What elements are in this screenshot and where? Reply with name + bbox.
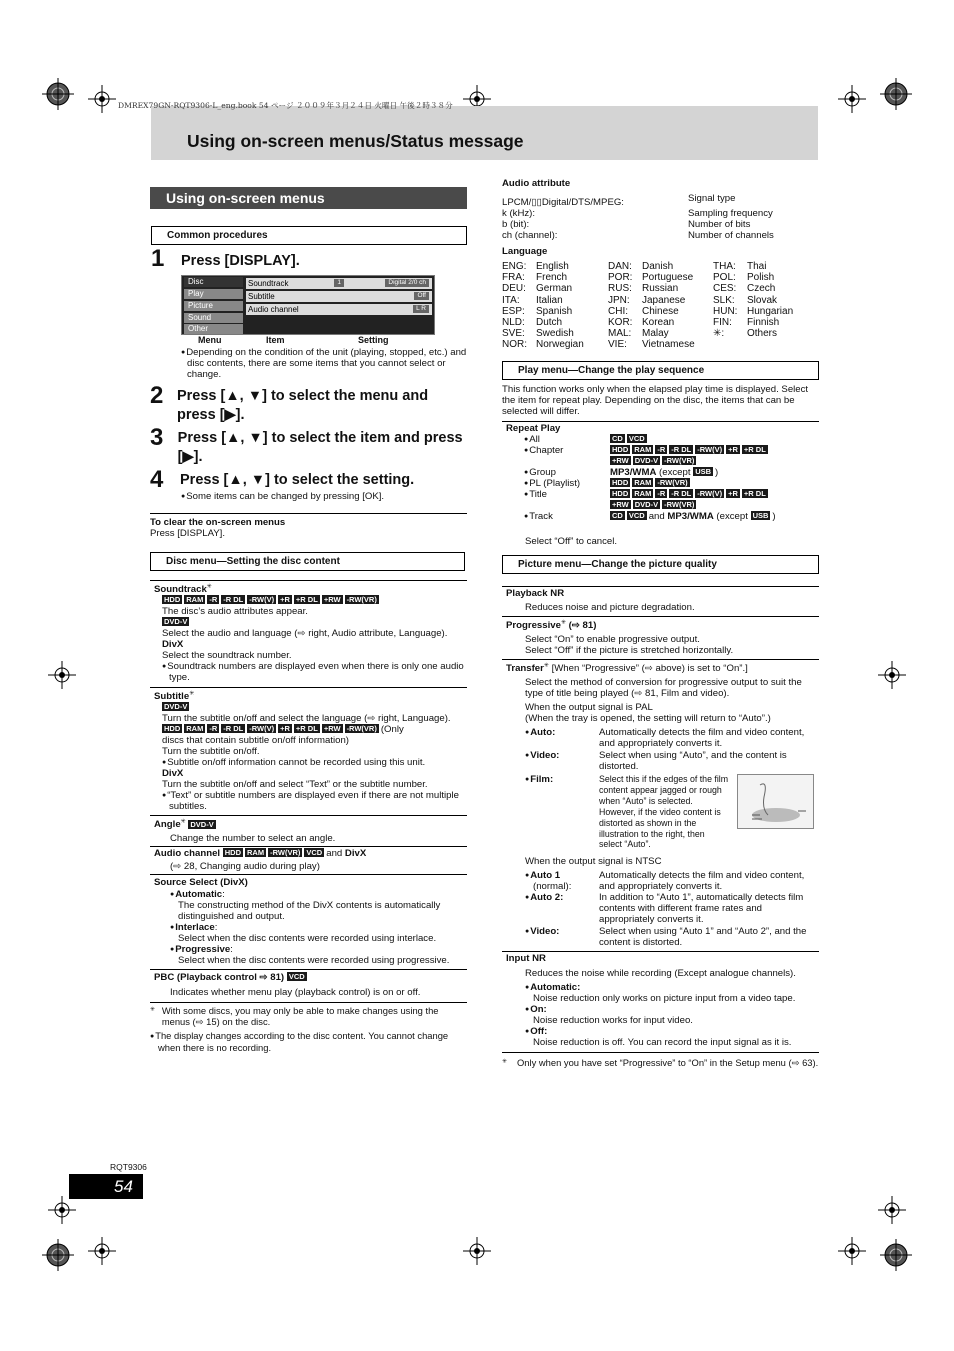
step-1: 1 Press [DISPLAY]. [151, 245, 300, 272]
language-code: JPN: [608, 294, 630, 306]
play-menu-box: Play menu—Change the play sequence [502, 361, 819, 380]
language-name: Polish [747, 272, 775, 284]
common-procedures-box: Common procedures [151, 226, 467, 245]
language-name: Italian [536, 294, 563, 306]
disc-type-badge: HDD [164, 724, 181, 734]
picture-menu-box: Picture menu—Change the picture quality [502, 555, 819, 574]
disc-subtitle: Subtitle✳ DVD-V Turn the subtitle on/off and select the language (⇨ right, Language). HDD RAM -R -R DL -RW(V) +R +R DL +RW -RW(VR) (Only discs that contain subtitle on/off information) Turn the subtitle on/off. ● Subtitle on/off information cannot be recorded using this unit. DivX Turn the subtitle on/off and select “Text” or the subtitle number. ● “Text” or subtitle numbers are displayed even if there are not multiple subtitles. [150, 688, 467, 812]
language-row [502, 306, 807, 317]
language-name: Norwegian [536, 339, 584, 351]
disc-type-badge: +R [728, 488, 738, 498]
language-name: German [536, 283, 573, 295]
language-name: Finnish [747, 317, 780, 329]
disc-type-badge: RAM [634, 477, 652, 487]
disc-type-badge: CD [612, 510, 623, 520]
disc-type-badge: VCD [628, 433, 645, 443]
language-name: Danish [642, 261, 674, 272]
disc-type-badge: -R DL [223, 724, 244, 734]
crosshair-mark [48, 661, 76, 689]
page-number: 54 [69, 1174, 143, 1199]
disc-type-badge: -R DL [671, 488, 692, 498]
disc-type-badge: +R [280, 595, 290, 605]
note-ok: ● Some items can be changed by pressing [OK]. [150, 491, 467, 502]
crosshair-mark [878, 1196, 906, 1224]
language-row [502, 261, 807, 272]
disc-type-badge: -R [209, 595, 218, 605]
language-row [502, 295, 807, 306]
language-name: Korean [642, 317, 675, 329]
document-code: RQT9306 [110, 1162, 147, 1172]
disc-type-badge: +R DL [295, 724, 318, 734]
disc-audio-channel: Audio channel HDD RAM -RW(VR) VCD and DivX (⇨ 28, Changing audio during play) [154, 847, 367, 872]
language-code: CES: [713, 283, 737, 295]
right-column [502, 178, 819, 1068]
section-title: Using on-screen menus [150, 187, 467, 209]
disc-type-badge: +R DL [295, 595, 318, 605]
disc-type-badge: HDD [612, 444, 629, 454]
disc-pbc: PBC (Playback control ⇨ 81) VCD Indicates whether menu play (playback control) is on or off. [154, 971, 421, 998]
language-name: Japanese [642, 294, 686, 306]
step-4: 4 Press [▲, ▼] to select the setting. [150, 466, 415, 493]
picture-footnote: ✳ Only when you have set “Progressive” to “On” in the Setup menu (⇨ 63). [502, 1057, 819, 1069]
language-name: Thai [747, 261, 767, 272]
language-code: THA: [713, 261, 736, 272]
language-code: SVE: [502, 328, 525, 340]
crosshair-mark [838, 1237, 866, 1265]
disc-type-badge: HDD [224, 847, 242, 857]
language-code: CHI: [608, 305, 628, 317]
disc-type-badge: -RW(VR) [657, 477, 688, 487]
disc-type-badge: -RW(V) [249, 595, 275, 605]
language-name: Swedish [536, 328, 574, 340]
language-name: Spanish [536, 305, 573, 317]
left-column [150, 187, 467, 1053]
disc-type-badge: -RW(VR) [270, 847, 301, 857]
language-name: Vietnamese [642, 339, 695, 351]
language-name: Hungarian [747, 305, 794, 317]
transfer: Transfer✳ [When “Progressive” (⇨ above) is set to “On”.] Select the method of conversion for progressive output to suit the type of title being played (⇨ 81, Film and video). When the output signal is PAL (When the tray is opened, the setting will return to “Auto”.) ● Auto: Automatically detects the film and video content, and appropriately converts it. ● Video: Select when using “Auto”, and the content is distorted. ● Film: Select this if the edges of the film content appear jagged or rough when “Auto” is selected. However, if the video content is distorted as shown in the illustration to the right, then select “Auto”. When the output signal is NTSC ● Auto 1 (normal): Automatically detects the film and video content, and appropriately converts it. ● Auto 2: In addition to “Auto 1”, automatically detects film contents with different frame rates and appropriately converts it. ● Video: Select when using “Auto 1” and “Auto 2”, and the content is distorted. [502, 660, 819, 949]
language-table [502, 261, 807, 351]
disc-soundtrack: Soundtrack✳ HDD RAM -R -R DL -RW(V) +R +R DL +RW -RW(VR) The disc’s audio attributes appear. DVD-V Select the audio and language (⇨ right, Audio attribute, Language). DivX Select the soundtrack number. ● Soundtrack numbers are displayed even when there is only one audio type. [150, 581, 467, 683]
disc-type-badge: CD [612, 433, 623, 443]
language-name [747, 339, 807, 350]
language-name: French [536, 272, 568, 284]
language-name: Chinese [642, 305, 679, 317]
language-code: FRA: [502, 272, 525, 284]
disc-type-badge: -R [657, 488, 666, 498]
repeat-play: Repeat Play ● All CD VCD ● Chapter HDD RAM -R -R DL -RW(V) +R +R DL +RW DVD-V -RW(VR) ● Group MP3/WMA (except USB ) ● PL (Playlist) HDD RAM -RW(VR) ● Title HDD RAM -R -R DL -RW(V) +R +R DL +RW DVD-V -RW(VR) ● Track CD VCD and MP3/WMA (except USB ) Select “Off” to cancel. [502, 422, 819, 547]
disc-type-badge: HDD [612, 477, 629, 487]
disc-type-badge: RAM [634, 488, 652, 498]
language-code: VIE: [608, 339, 627, 351]
language-code: KOR: [608, 317, 633, 329]
clear-text: Press [DISPLAY]. [150, 528, 225, 539]
disc-type-badge: HDD [612, 488, 629, 498]
language-code: SLK: [713, 294, 735, 306]
disc-type-badge: -RW(VR) [346, 724, 377, 734]
disc-menu-box: Disc menu—Setting the disc content [150, 552, 465, 571]
language-name: Czech [747, 283, 776, 295]
disc-type-badge: +RW [612, 499, 629, 509]
clear-title: To clear the on-screen menus [150, 517, 286, 528]
footnote-asterisk: ✳ With some discs, you may only be able to make changes using the menus (⇨ 15) on the disc. [150, 1004, 439, 1027]
crosshair-mark [878, 661, 906, 689]
language-code: RUS: [608, 283, 632, 295]
disc-type-badge: RAM [247, 847, 265, 857]
disc-angle: Angle✳ DVD-V Change the number to select an angle. [154, 819, 336, 844]
language-code: MAL: [608, 328, 632, 340]
osd-captions: Menu Item Setting [198, 335, 389, 345]
step-2: 2 Press [▲, ▼] to select the menu and press [▶]. [150, 382, 429, 423]
disc-type-badge: -R DL [671, 444, 692, 454]
disc-type-badge: DVD-V [634, 499, 659, 509]
crosshair-mark [48, 1196, 76, 1224]
language-code: ✳: [713, 328, 725, 340]
disc-type-badge: +RW [612, 455, 629, 465]
language-code: NOR: [502, 339, 527, 351]
disc-type-badge: +R DL [743, 444, 766, 454]
step-3: 3 Press [▲, ▼] to select the item and press [▶]. [150, 424, 463, 465]
language-name: Russian [642, 283, 679, 295]
language-row [502, 272, 807, 283]
language-row [502, 283, 807, 294]
disc-type-badge: -RW(VR) [664, 499, 695, 509]
registration-mark-top-right [876, 75, 916, 115]
audio-attribute-table: LPCM/▯▯Digital/DTS/MPEG: Signal type k (kHz): Sampling frequency b (bit): Number of bits ch (channel): Number of channels [502, 193, 774, 241]
crosshair-mark [88, 1237, 116, 1265]
language-name: Dutch [536, 317, 563, 329]
language-title: Language [502, 246, 548, 257]
registration-mark-bottom-left [40, 1235, 80, 1275]
disc-source-select: Source Select (DivX) ● Automatic: The constructing method of the DivX contents is automatically distinguished and output. ● Interlace: Select when the disc contents were recorded using interlace. ● Progressive: Select when the disc contents were recorded using progressive. [150, 875, 467, 966]
disc-type-badge: RAM [186, 724, 204, 734]
language-code: NLD: [502, 317, 525, 329]
language-name: Others [747, 328, 778, 340]
language-row [502, 317, 807, 328]
language-code: ESP: [502, 305, 525, 317]
crosshair-mark [463, 1237, 491, 1265]
disc-type-badge: -RW(VR) [346, 595, 377, 605]
disc-type-badge: -R DL [223, 595, 244, 605]
page-title: Using on-screen menus/Status message [187, 131, 524, 151]
disc-type-badge: -RW(V) [697, 444, 723, 454]
language-name: Malay [642, 328, 669, 340]
disc-type-badge: +R [728, 444, 738, 454]
disc-type-badge: +R DL [743, 488, 766, 498]
language-row [502, 339, 807, 350]
crosshair-mark [88, 85, 116, 113]
disc-type-badge: HDD [164, 595, 181, 605]
disc-type-badge: -R [209, 724, 218, 734]
disc-type-badge: -RW(V) [249, 724, 275, 734]
language-code: POL: [713, 272, 736, 284]
language-name: Portuguese [642, 272, 694, 284]
distortion-illustration [737, 774, 814, 829]
progressive: Progressive✳ (⇨ 81) Select “On” to enable progressive output. Select “Off” if the picture is stretched horizontally. [506, 619, 734, 656]
disc-type-badge: +RW [323, 724, 341, 734]
language-code: FIN: [713, 317, 732, 329]
disc-type-badge: -R [657, 444, 666, 454]
registration-mark-bottom-right [876, 1235, 916, 1275]
audio-attribute-title: Audio attribute [502, 178, 571, 189]
language-code: ENG: [502, 261, 527, 272]
file-header: DMREX79GN-RQT9306-L_eng.book 54 ページ ２００９年３月２４日 火曜日 午後２時３８分 [118, 101, 453, 110]
disc-type-badge: +R [280, 724, 290, 734]
disc-type-badge: VCD [628, 510, 645, 520]
disc-type-badge: +RW [323, 595, 341, 605]
disc-type-badge: RAM [186, 595, 204, 605]
input-nr: Input NR Reduces the noise while recording (Except analogue channels). ● Automatic: Noise reduction only works on picture input from a video tape. ● On: Noise reduction works for input video. ● Off: Noise reduction is off. You can record the input signal as it is. [502, 952, 819, 1048]
osd-menu-illustration: Disc Play Picture Sound Other Soundtrack 1 Digital 2/0 ch Subtitle Off Audio channel L R [181, 275, 435, 335]
language-row [502, 328, 807, 339]
language-name: Slovak [747, 294, 778, 306]
language-code: DAN: [608, 261, 632, 272]
note-condition: ● Depending on the condition of the unit (playing, stopped, etc.) and disc contents, there are some items that you cannot select or change. [156, 347, 467, 380]
footnote-display: ● The display changes according to the disc content. You cannot change when there is no recording. [150, 1030, 467, 1053]
disc-type-badge: -RW(VR) [664, 455, 695, 465]
playback-nr: Playback NR Reduces noise and picture degradation. [506, 587, 695, 613]
language-code [713, 339, 747, 350]
registration-mark-top-left [40, 75, 80, 115]
language-code: POR: [608, 272, 633, 284]
language-code: ITA: [502, 294, 520, 306]
disc-type-badge: VCD [306, 847, 323, 857]
language-code: HUN: [713, 305, 738, 317]
disc-type-badge: -RW(V) [697, 488, 723, 498]
play-intro: This function works only when the elapsed play time is displayed. Select the item for repeat play. Depending on the disc, the items that can be selected will differ. [502, 383, 809, 417]
disc-type-badge: DVD-V [634, 455, 659, 465]
language-name: English [536, 261, 569, 272]
language-code: DEU: [502, 283, 526, 295]
crosshair-mark [838, 85, 866, 113]
disc-type-badge: RAM [634, 444, 652, 454]
